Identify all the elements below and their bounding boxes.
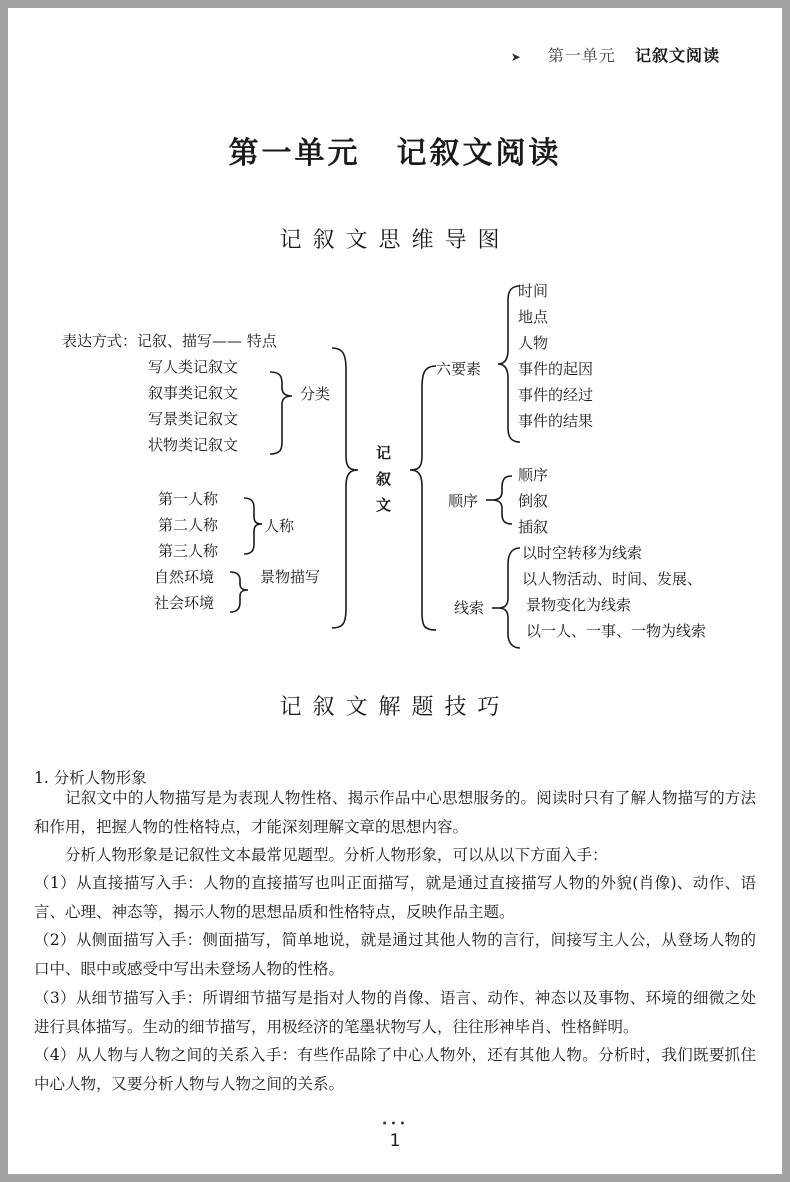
scenery-list <box>154 564 214 616</box>
clue-list <box>522 540 706 644</box>
six-elements-brace <box>498 286 520 442</box>
clue-item: 以时空转移为线索 <box>522 544 643 562</box>
clue-brace <box>498 548 520 648</box>
order-item: 顺序 <box>518 466 549 484</box>
clue-item: 以人物活动、时间、发展、 <box>522 570 703 588</box>
page-number: 1 <box>389 1131 401 1151</box>
scenery-item: 自然环境 <box>154 568 215 586</box>
classification-list <box>148 354 238 458</box>
order-label: 顺序 <box>448 492 479 510</box>
clue-item: 景物变化为线索 <box>526 596 632 614</box>
center-char: 记 <box>376 444 392 462</box>
classification-item: 状物类记叙文 <box>148 436 239 454</box>
center-char: 文 <box>376 496 392 514</box>
person-item: 第二人称 <box>158 516 219 534</box>
person-item: 第三人称 <box>158 542 219 560</box>
center-char: 叙 <box>376 470 392 488</box>
paragraph: （3）从细节描写入手：所谓细节描写是指对人物的肖像、语言、动作、神态以及事物、环境的细微之处进行具体描写。生动的细节描写，用极经济的笔墨状物写人，往往形神毕肖、性格鲜明。 <box>34 989 756 1036</box>
six-elements-list <box>518 278 593 434</box>
clue-label: 线索 <box>454 599 485 617</box>
scenery-label: 景物描写 <box>260 568 321 586</box>
person-brace <box>244 498 262 554</box>
six-element-item: 时间 <box>518 282 549 300</box>
mindmap-center <box>376 440 391 518</box>
classification-item: 叙事类记叙文 <box>148 384 239 402</box>
six-element-item: 事件的起因 <box>518 360 594 378</box>
page-dots: ••• <box>381 1119 409 1130</box>
six-element-item: 事件的经过 <box>518 386 594 404</box>
six-elements-label: 六要素 <box>436 360 482 378</box>
order-item: 插叙 <box>518 518 549 536</box>
classification-brace <box>270 372 292 454</box>
classification-item: 写人类记叙文 <box>148 358 239 376</box>
person-list <box>158 486 218 564</box>
mindmap-title: 记叙文思维导图 <box>279 228 511 253</box>
arrow-icon: ➤ <box>510 50 521 64</box>
document-page <box>8 8 782 1174</box>
scenery-brace <box>230 572 248 612</box>
right-main-brace <box>410 366 436 630</box>
person-item: 第一人称 <box>158 490 219 508</box>
scenery-item: 社会环境 <box>154 594 215 612</box>
classification-item: 写景类记叙文 <box>148 410 239 428</box>
paragraph: （4）从人物与人物之间的关系入手：有些作品除了中心人物外，还有其他人物。分析时，我们既要抓住中心人物，又要分析人物与人物之间的关系。 <box>34 1046 756 1093</box>
title-unit: 第一单元 <box>228 136 361 171</box>
paragraph: 记叙文中的人物描写是为表现人物性格、揭示作品中心思想服务的。阅读时只有了解人物描写的方法和作用，把握人物的性格特点，才能深刻理解文章的思想内容。 <box>34 789 756 836</box>
expression-mode: 表达方式：记叙、描写—— 特点 <box>62 332 277 350</box>
classification-label: 分类 <box>300 385 331 403</box>
paragraph: （1）从直接描写入手：人物的直接描写也叫正面描写，就是通过直接描写人物的外貌(肖像)、动作、语言、心理、神态等，揭示人物的思想品质和性格特点，反映作品主题。 <box>34 874 756 921</box>
order-list <box>518 462 548 540</box>
paragraph: （2）从侧面描写入手：侧面描写，简单地说，就是通过其他人物的言行，间接写主人公，从登场人物的口中、眼中或感受中写出未登场人物的性格。 <box>34 931 756 978</box>
person-label: 人称 <box>264 517 295 535</box>
six-element-item: 事件的结果 <box>518 412 594 430</box>
order-item: 倒叙 <box>518 492 549 510</box>
section-heading: 1. 分析人物形象 <box>34 769 147 787</box>
paragraph: 分析人物形象是记叙性文本最常见题型。分析人物形象，可以从以下方面入手： <box>65 846 608 864</box>
skills-title: 记叙文解题技巧 <box>279 695 511 720</box>
title-topic: 记叙文阅读 <box>396 136 562 171</box>
order-brace <box>492 476 512 524</box>
left-main-brace <box>332 348 358 628</box>
running-head-topic: 记叙文阅读 <box>634 46 720 65</box>
six-element-item: 地点 <box>518 308 549 326</box>
clue-item: 以一人、一事、一物为线索 <box>526 622 707 640</box>
running-head-unit: 第一单元 <box>547 46 616 65</box>
six-element-item: 人物 <box>518 334 549 352</box>
